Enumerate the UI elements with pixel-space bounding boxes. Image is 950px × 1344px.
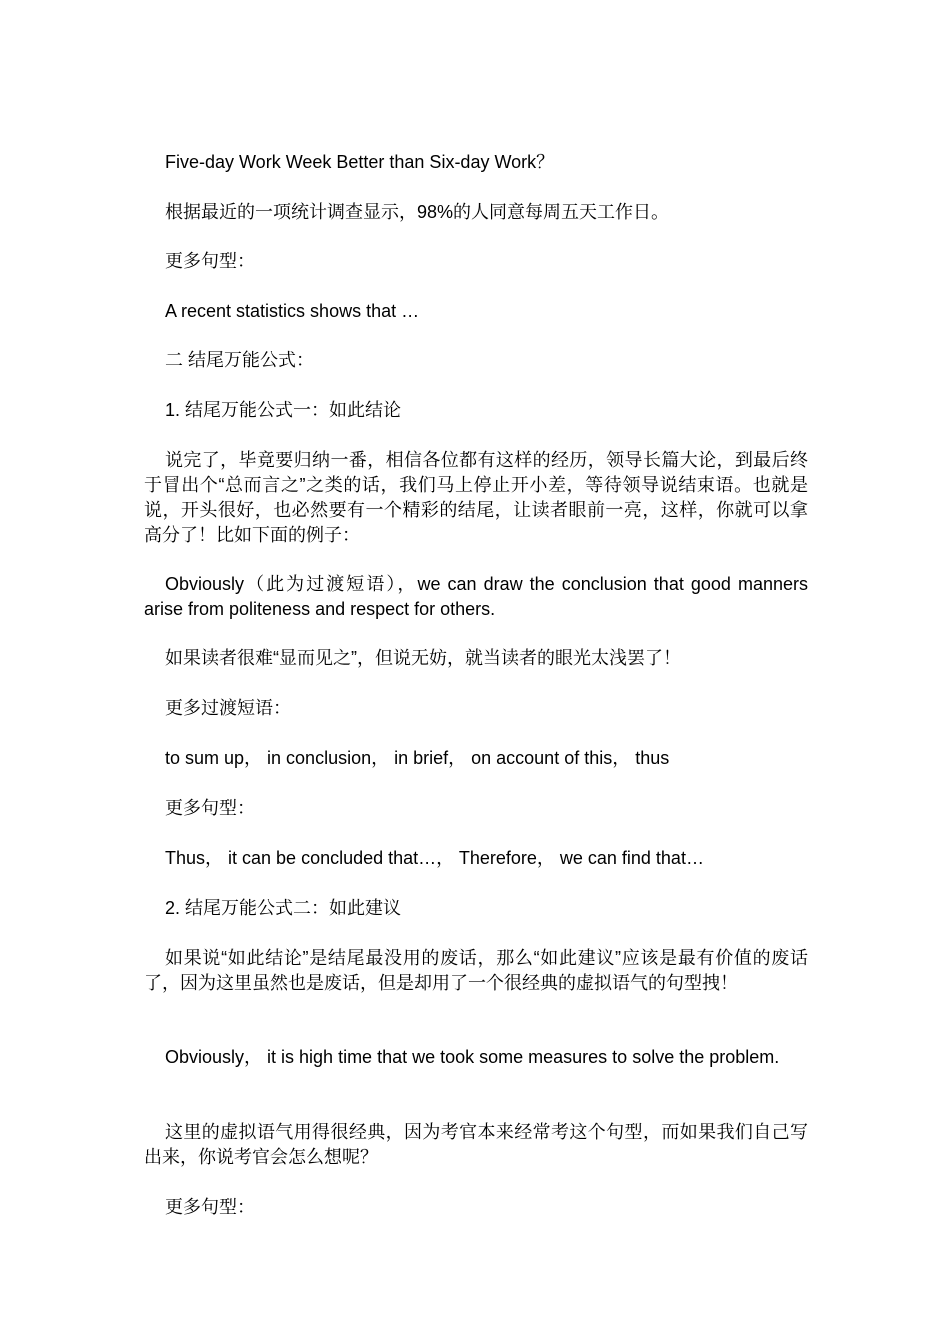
- paragraph-high-time-example: Obviously， it is high time that we took some measures to solve the problem.: [165, 1047, 780, 1067]
- subsection-heading-formula-1: 1. 结尾万能公式一：如此结论: [165, 400, 402, 420]
- paragraph-conclusion-patterns: Thus， it can be concluded that…， Therefore， we can find that…: [165, 848, 704, 868]
- heading-more-patterns: 更多句型：: [165, 251, 255, 271]
- section-heading-ending-formulas: 二 结尾万能公式：: [165, 350, 315, 370]
- paragraph-statistics-cn: 根据最近的一项统计调查显示，98%的人同意每周五天工作日。: [165, 202, 670, 222]
- heading-more-transitions: 更多过渡短语：: [165, 698, 291, 718]
- essay-title: Five-day Work Week Better than Six-day Work？: [165, 152, 555, 172]
- paragraph-formula-2-explanation: 如果说“如此结论”是结尾最没用的废话，那么“如此建议”应该是最有价值的废话了，因为这里虽然也是废话，但是却用了一个很经典的虚拟语气的句型拽！: [144, 948, 808, 993]
- paragraph-obviously-example: Obviously（此为过渡短语），we can draw the conclusion that good manners arise from politeness and respect for others.: [144, 574, 808, 619]
- subsection-heading-formula-2: 2. 结尾万能公式二：如此建议: [165, 898, 402, 918]
- paragraph-subjunctive-comment: 这里的虚拟语气用得很经典，因为考官本来经常考这个句型，而如果我们自己写出来，你说考官会怎么想呢？: [144, 1122, 808, 1167]
- heading-more-patterns-3: 更多句型：: [165, 1197, 255, 1217]
- heading-more-patterns-2: 更多句型：: [165, 798, 255, 818]
- paragraph-statistics-en: A recent statistics shows that …: [165, 301, 420, 321]
- paragraph-formula-1-explanation: 说完了，毕竟要归纳一番，相信各位都有这样的经历，领导长篇大论，到最后终于冒出个“总而言之”之类的话，我们马上停止开小差，等待领导说结束语。也就是说，开头很好，也必然要有一个精彩的结尾，让读者眼前一亮，这样，你就可以拿高分了！比如下面的例子：: [144, 450, 808, 545]
- paragraph-transition-phrases: to sum up， in conclusion， in brief， on account of this， thus: [165, 748, 670, 768]
- paragraph-reader-comment: 如果读者很难“显而见之”，但说无妨，就当读者的眼光太浅罢了！: [165, 648, 681, 668]
